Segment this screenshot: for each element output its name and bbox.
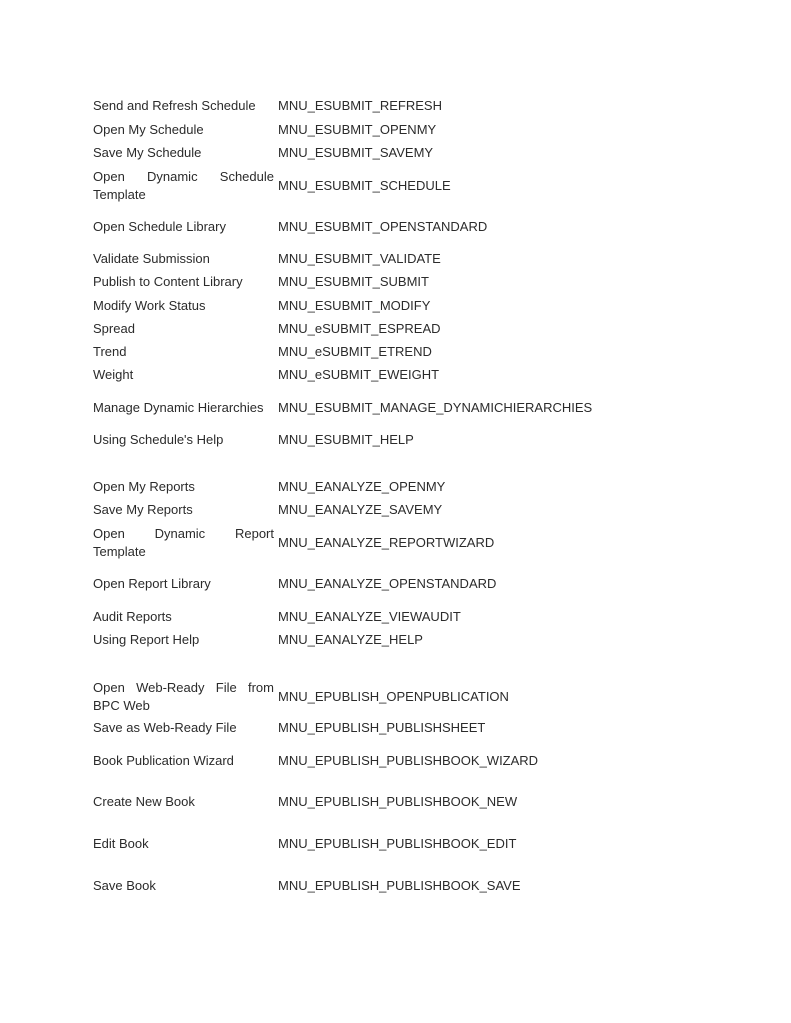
menu-label: Spread	[93, 321, 135, 336]
menu-code: MNU_ESUBMIT_SCHEDULE	[278, 178, 451, 193]
menu-code: MNU_EPUBLISH_PUBLISHBOOK_EDIT	[278, 836, 517, 851]
menu-code: MNU_ESUBMIT_OPENSTANDARD	[278, 219, 488, 234]
menu-code: MNU_EANALYZE_REPORTWIZARD	[278, 535, 495, 550]
menu-label: Save as Web-Ready File	[93, 720, 237, 735]
menu-code: MNU_ESUBMIT_OPENMY	[278, 122, 437, 137]
menu-code: MNU_ESUBMIT_MANAGE_DYNAMICHIERARCHIES	[278, 400, 593, 415]
menu-label: Trend	[93, 344, 127, 359]
menu-label: Send and Refresh Schedule	[93, 98, 256, 113]
menu-label: Open Schedule Library	[93, 219, 226, 234]
menu-code: MNU_EPUBLISH_OPENPUBLICATION	[278, 689, 509, 704]
menu-label: Using Schedule's Help	[93, 432, 224, 447]
menu-label: Save My Schedule	[93, 145, 202, 160]
menu-code: MNU_EPUBLISH_PUBLISHBOOK_NEW	[278, 794, 518, 809]
menu-label: Validate Submission	[93, 251, 210, 266]
menu-code: MNU_EPUBLISH_PUBLISHBOOK_WIZARD	[278, 753, 539, 768]
menu-code: MNU_eSUBMIT_EWEIGHT	[278, 367, 440, 382]
menu-label: Publish to Content Library	[93, 274, 243, 289]
menu-label: Open Dynamic Schedule Template	[93, 169, 274, 202]
menu-label: Save My Reports	[93, 502, 193, 517]
menu-label: Audit Reports	[93, 609, 172, 624]
menu-label: Open Dynamic Report Template	[93, 526, 274, 559]
menu-code: MNU_EANALYZE_SAVEMY	[278, 502, 443, 517]
menu-label: Modify Work Status	[93, 298, 206, 313]
menu-label: Book Publication Wizard	[93, 753, 234, 768]
menu-code: MNU_ESUBMIT_SUBMIT	[278, 274, 429, 289]
menu-code: MNU_ESUBMIT_HELP	[278, 432, 414, 447]
menu-code: MNU_EPUBLISH_PUBLISHBOOK_SAVE	[278, 878, 521, 893]
menu-code: MNU_EANALYZE_OPENSTANDARD	[278, 576, 497, 591]
menu-label: Open My Reports	[93, 479, 195, 494]
menu-code: MNU_eSUBMIT_ETREND	[278, 344, 432, 359]
menu-label: Open Web-Ready File from BPC Web	[93, 680, 274, 713]
menu-label: Edit Book	[93, 836, 149, 851]
menu-label: Create New Book	[93, 794, 195, 809]
menu-code: MNU_EANALYZE_VIEWAUDIT	[278, 609, 461, 624]
menu-code: MNU_EPUBLISH_PUBLISHSHEET	[278, 720, 486, 735]
menu-code: MNU_EANALYZE_OPENMY	[278, 479, 446, 494]
menu-label: Manage Dynamic Hierarchies	[93, 400, 264, 415]
menu-code: MNU_ESUBMIT_REFRESH	[278, 98, 442, 113]
menu-label: Open Report Library	[93, 576, 211, 591]
menu-code: MNU_ESUBMIT_SAVEMY	[278, 145, 434, 160]
menu-label: Using Report Help	[93, 632, 200, 647]
menu-code: MNU_ESUBMIT_MODIFY	[278, 298, 431, 313]
menu-label: Save Book	[93, 878, 156, 893]
menu-label: Weight	[93, 367, 134, 382]
menu-code: MNU_eSUBMIT_ESPREAD	[278, 321, 441, 336]
menu-code: MNU_ESUBMIT_VALIDATE	[278, 251, 441, 266]
menu-label: Open My Schedule	[93, 122, 204, 137]
menu-code: MNU_EANALYZE_HELP	[278, 632, 423, 647]
